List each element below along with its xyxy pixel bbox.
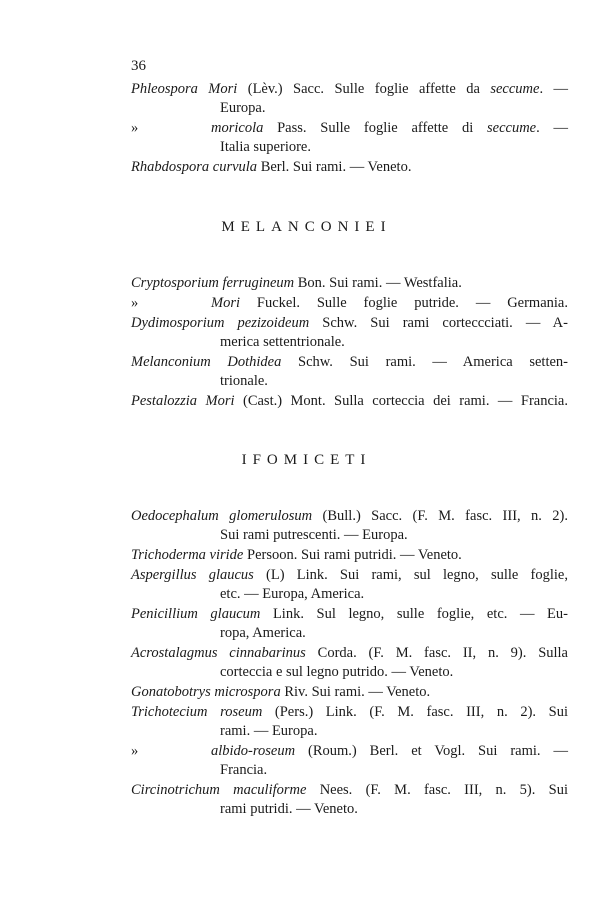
entry-text: (Cast.) Mont. Sulla corteccia dei rami. — Francia. bbox=[234, 393, 568, 409]
species-entry bbox=[131, 294, 568, 313]
entry-text: . — bbox=[536, 120, 569, 136]
entry-line bbox=[131, 119, 568, 138]
entry-line bbox=[131, 294, 568, 313]
continuation-line: rami putridi. — Veneto. bbox=[220, 801, 358, 817]
species-name: moricola bbox=[211, 120, 264, 136]
entry-text: Berl. Sui rami. — Veneto. bbox=[257, 159, 412, 175]
entry-text: . — bbox=[539, 81, 568, 97]
species-name: Aspergillus glaucus bbox=[131, 567, 254, 583]
entry-text: Pass. Sulle foglie affette di bbox=[263, 120, 488, 136]
continuation-line: ropa, America. bbox=[220, 625, 306, 641]
species-name: Cryptosporium ferrugineum bbox=[131, 275, 295, 291]
species-entry bbox=[131, 605, 568, 643]
entry-text: Schw. Sui rami corteccciati. — A- bbox=[309, 315, 568, 331]
species-name: Rhabdospora curvula bbox=[131, 159, 258, 175]
entry-text: Nees. (F. M. fasc. III, n. 5). Sui bbox=[306, 782, 568, 798]
entry-text: Persoon. Sui rami putridi. — Veneto. bbox=[243, 547, 462, 563]
entry-line bbox=[131, 314, 568, 333]
entry-line bbox=[131, 158, 568, 177]
entry-line bbox=[131, 566, 568, 585]
entry-line bbox=[131, 507, 568, 526]
continuation-line: Francia. bbox=[220, 762, 268, 778]
entry-line bbox=[131, 392, 568, 411]
entry-text: Bon. Sui rami. — Westfalia. bbox=[294, 275, 462, 291]
species-name: albido-roseum bbox=[211, 743, 296, 759]
species-entry bbox=[131, 80, 568, 118]
page-number: 36 bbox=[131, 58, 146, 74]
species-entry bbox=[131, 353, 568, 391]
entry-line bbox=[131, 742, 568, 761]
entry-text: (Bull.) Sacc. (F. M. fasc. III, n. 2). bbox=[312, 508, 568, 524]
species-name: Trichotecium roseum bbox=[131, 704, 263, 720]
species-name: Gonatobotrys microspora bbox=[131, 684, 281, 700]
continuation-line: corteccia e sul legno putrido. — Veneto. bbox=[220, 664, 454, 680]
species-name: Dydimosporium pezizoideum bbox=[131, 315, 310, 331]
entry-line bbox=[131, 546, 568, 565]
entry-text: Link. Sul legno, sulle foglie, etc. — Eu- bbox=[260, 606, 568, 622]
species-name: Circinotrichum maculiforme bbox=[131, 782, 307, 798]
entry-text: (Roum.) Berl. et Vogl. Sui rami. — bbox=[295, 743, 568, 759]
entry-text: (L) Link. Sui rami, sul legno, sulle foglie, bbox=[253, 567, 568, 583]
species-entry bbox=[131, 566, 568, 604]
species-name: Acrostalagmus cinnabarinus bbox=[131, 645, 306, 661]
entry-line bbox=[131, 644, 568, 663]
species-entry bbox=[131, 507, 568, 545]
entry-line bbox=[131, 353, 568, 372]
continuation-line: trionale. bbox=[220, 373, 268, 389]
entry-text: Schw. Sui rami. — America setten- bbox=[281, 354, 568, 370]
continuation-line: rami. — Europa. bbox=[220, 723, 318, 739]
species-entry bbox=[131, 703, 568, 741]
species-entry bbox=[131, 644, 568, 682]
entry-text: Corda. (F. M. fasc. II, n. 9). Sulla bbox=[305, 645, 568, 661]
species-name: Trichoderma viride bbox=[131, 547, 244, 563]
species-entry bbox=[131, 119, 568, 157]
species-entry bbox=[131, 546, 568, 565]
continuation-line: Italia superiore. bbox=[220, 139, 311, 155]
ditto-mark: » bbox=[131, 120, 139, 136]
species-entry bbox=[131, 314, 568, 352]
species-name: Mori bbox=[211, 295, 240, 311]
species-entry bbox=[131, 158, 568, 177]
entry-text: (Lèv.) Sacc. Sulle foglie affette da bbox=[237, 81, 491, 97]
host-term: seccume bbox=[490, 81, 540, 97]
continuation-line: etc. — Europa, America. bbox=[220, 586, 365, 602]
species-name: Pestalozzia Mori bbox=[131, 393, 235, 409]
continuation-line: Europa. bbox=[220, 100, 266, 116]
entry-line bbox=[131, 683, 568, 702]
species-entry bbox=[131, 742, 568, 780]
entry-text: Riv. Sui rami. — Veneto. bbox=[280, 684, 431, 700]
species-name: Phleospora Mori bbox=[131, 81, 238, 97]
entry-line bbox=[131, 703, 568, 722]
entry-text: (Pers.) Link. (F. M. fasc. III, n. 2). Sui bbox=[262, 704, 568, 720]
host-term: seccume bbox=[487, 120, 537, 136]
species-name: Penicillium glaucum bbox=[131, 606, 261, 622]
species-entry bbox=[131, 683, 568, 702]
section-heading: IFOMICETI bbox=[241, 452, 372, 468]
entry-line bbox=[131, 605, 568, 624]
ditto-mark: » bbox=[131, 743, 139, 759]
entry-line bbox=[131, 274, 568, 293]
entry-text: Fuckel. Sulle foglie putride. — Germania. bbox=[240, 295, 568, 311]
continuation-line: Sui rami putrescenti. — Europa. bbox=[220, 527, 408, 543]
species-entry bbox=[131, 781, 568, 819]
species-name: Oedocephalum glomerulosum bbox=[131, 508, 313, 524]
entry-line bbox=[131, 80, 568, 99]
ditto-mark: » bbox=[131, 295, 139, 311]
species-entry bbox=[131, 274, 568, 293]
species-entry bbox=[131, 392, 568, 411]
section-heading: MELANCONIEI bbox=[221, 219, 392, 235]
species-name: Melanconium Dothidea bbox=[131, 354, 282, 370]
continuation-line: merica settentrionale. bbox=[220, 334, 345, 350]
entry-line bbox=[131, 781, 568, 800]
